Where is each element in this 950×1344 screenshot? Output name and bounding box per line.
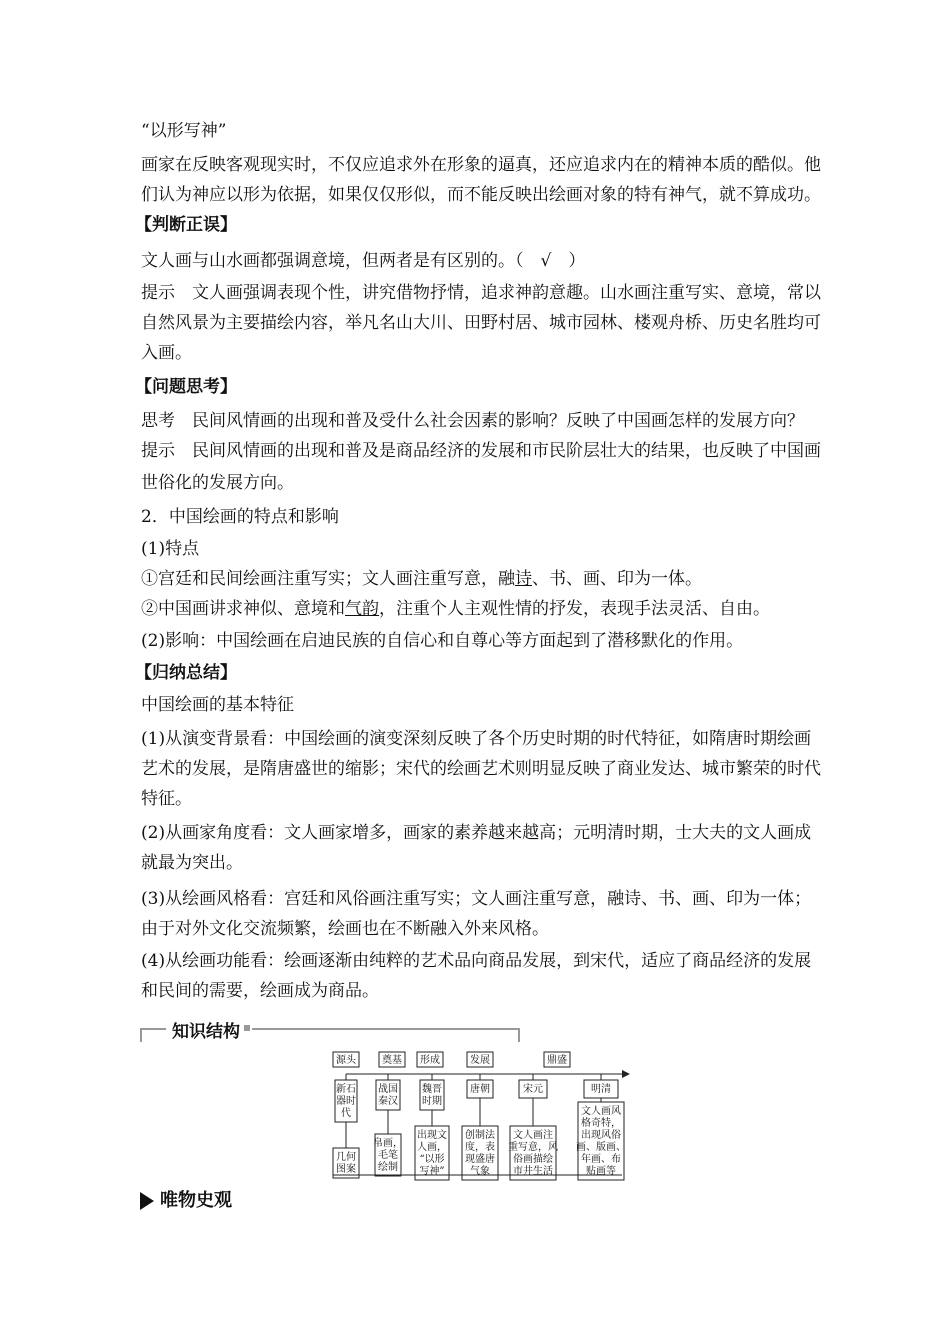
period-label: 明清: [591, 1084, 611, 1095]
stage-label: 形成: [420, 1055, 440, 1066]
period-label: 唐朝: [470, 1084, 490, 1095]
knowledge-structure-title: 知识结构: [172, 1022, 240, 1042]
text-line: (1)特点: [141, 539, 200, 559]
detail-label: 年画、布: [581, 1154, 621, 1165]
detail-label: 贴画等: [586, 1166, 616, 1177]
text-line: 就最为突出。: [141, 853, 243, 873]
detail-label: 现盛唐: [465, 1154, 495, 1165]
section-title: 唯物史观: [160, 1190, 232, 1211]
detail-label: 文人画风: [581, 1106, 621, 1117]
period-label: 秦汉: [378, 1096, 398, 1107]
text-line: 画家在反映客观现实时，不仅应追求外在形象的逼真，还应追求内在的精神本质的酷似。他: [141, 155, 821, 175]
detail-label: 出现文: [417, 1130, 447, 1141]
period-label: 宋元: [523, 1084, 543, 1095]
detail-label: 出现风俗: [581, 1130, 621, 1141]
text-line: 【问题思考】: [135, 377, 237, 397]
detail-label: 格奇特，: [581, 1118, 621, 1129]
text-line: (4)从绘画功能看：绘画逐渐由纯粹的艺术品向商品发展，到宋代，适应了商品经济的发展: [141, 951, 812, 971]
detail-label: 图案: [336, 1164, 356, 1175]
detail-label: 气象: [470, 1166, 490, 1177]
detail-label: 画、版画、: [576, 1142, 626, 1153]
detail-label: 毛笔: [378, 1150, 398, 1161]
detail-label: 市井生活: [513, 1166, 553, 1177]
text-line: 文人画与山水画都强调意境，但两者是有区别的。（ √ ）: [141, 251, 586, 271]
detail-label: 创制法: [465, 1130, 495, 1141]
text-line: 由于对外文化交流频繁，绘画也在不断融入外来风格。: [141, 919, 549, 939]
stage-label: 奠基: [382, 1055, 402, 1066]
text-line: ①宫廷和民间绘画注重写实；文人画注重写意，融诗、书、画、印为一体。: [141, 569, 702, 589]
stage-label: 发展: [470, 1055, 490, 1066]
section-heading: [140, 1186, 232, 1212]
period-label: 新石: [336, 1084, 356, 1095]
detail-label: 帛画，: [373, 1138, 403, 1149]
text-line: 思考 民间风情画的出现和普及受什么社会因素的影响？反映了中国画怎样的发展方向？: [141, 411, 804, 431]
detail-label: 写神”: [419, 1166, 445, 1177]
text-line: 艺术的发展，是隋唐盛世的缩影；宋代的绘画艺术则明显反映了商业发达、城市繁荣的时代: [141, 759, 821, 779]
detail-label: 人画，: [417, 1142, 447, 1153]
period-label: 时期: [422, 1096, 442, 1107]
play-triangle-icon: [140, 1192, 154, 1210]
detail-label: 俗画描绘: [513, 1154, 553, 1165]
text-line: 世俗化的发展方向。: [141, 473, 294, 493]
text-line: ②中国画讲求神似、意境和气韵，注重个人主观性情的抒发，表现手法灵活、自由。: [141, 599, 770, 619]
timeline-arrow-icon: [622, 1070, 630, 1078]
text-line: 【判断正误】: [135, 215, 237, 235]
text-line: 特征。: [141, 789, 192, 809]
period-label: 代: [341, 1108, 351, 1119]
stage-label: 源头: [336, 1055, 356, 1066]
text-line: 和民间的需要，绘画成为商品。: [141, 981, 379, 1001]
text-line: (3)从绘画风格看：宫廷和风俗画注重写实；文人画注重写意，融诗、书、画、印为一体；: [141, 889, 812, 909]
period-label: 魏晋: [422, 1084, 442, 1095]
detail-label: 绘制: [378, 1162, 398, 1173]
underlined-char: 气韵: [345, 599, 379, 619]
stage-label: 鼎盛: [547, 1055, 567, 1066]
text-line: (2)从画家角度看：文人画家增多，画家的素养越来越高；元明清时期，士大夫的文人画成: [141, 823, 812, 843]
text-line: 【归纳总结】: [135, 663, 237, 683]
period-label: 战国: [378, 1084, 398, 1095]
text-line: “以形写神”: [141, 121, 227, 141]
detail-label: 几何: [336, 1152, 356, 1163]
text-line: 2．中国绘画的特点和影响: [141, 507, 339, 527]
text-line: 中国绘画的基本特征: [141, 695, 294, 715]
text-line: 提示 文人画强调表现个性，讲究借物抒情，追求神韵意趣。山水画注重写实、意境，常以: [141, 283, 821, 303]
text-line: 入画。: [141, 343, 192, 363]
detail-label: “以形: [419, 1154, 445, 1165]
underlined-char: 诗: [515, 569, 532, 589]
detail-label: 度，表: [465, 1142, 495, 1153]
detail-label: 文人画注: [513, 1130, 553, 1141]
text-line: 们认为神应以形为依据，如果仅仅形似，而不能反映出绘画对象的特有神气，就不算成功。: [141, 185, 821, 205]
text-line: 提示 民间风情画的出现和普及是商品经济的发展和市民阶层壮大的结果，也反映了中国画: [141, 441, 821, 461]
period-label: 器时: [336, 1096, 356, 1107]
text-line: 自然风景为主要描绘内容，举凡名山大川、田野村居、城市园林、楼观舟桥、历史名胜均可: [141, 313, 821, 333]
detail-label: 重写意，风: [508, 1142, 558, 1153]
text-line: (1)从演变背景看：中国绘画的演变深刻反映了各个历史时期的时代特征，如隋唐时期绘画: [141, 729, 812, 749]
text-line: (2)影响：中国绘画在启迪民族的自信心和自尊心等方面起到了潜移默化的作用。: [141, 631, 744, 651]
